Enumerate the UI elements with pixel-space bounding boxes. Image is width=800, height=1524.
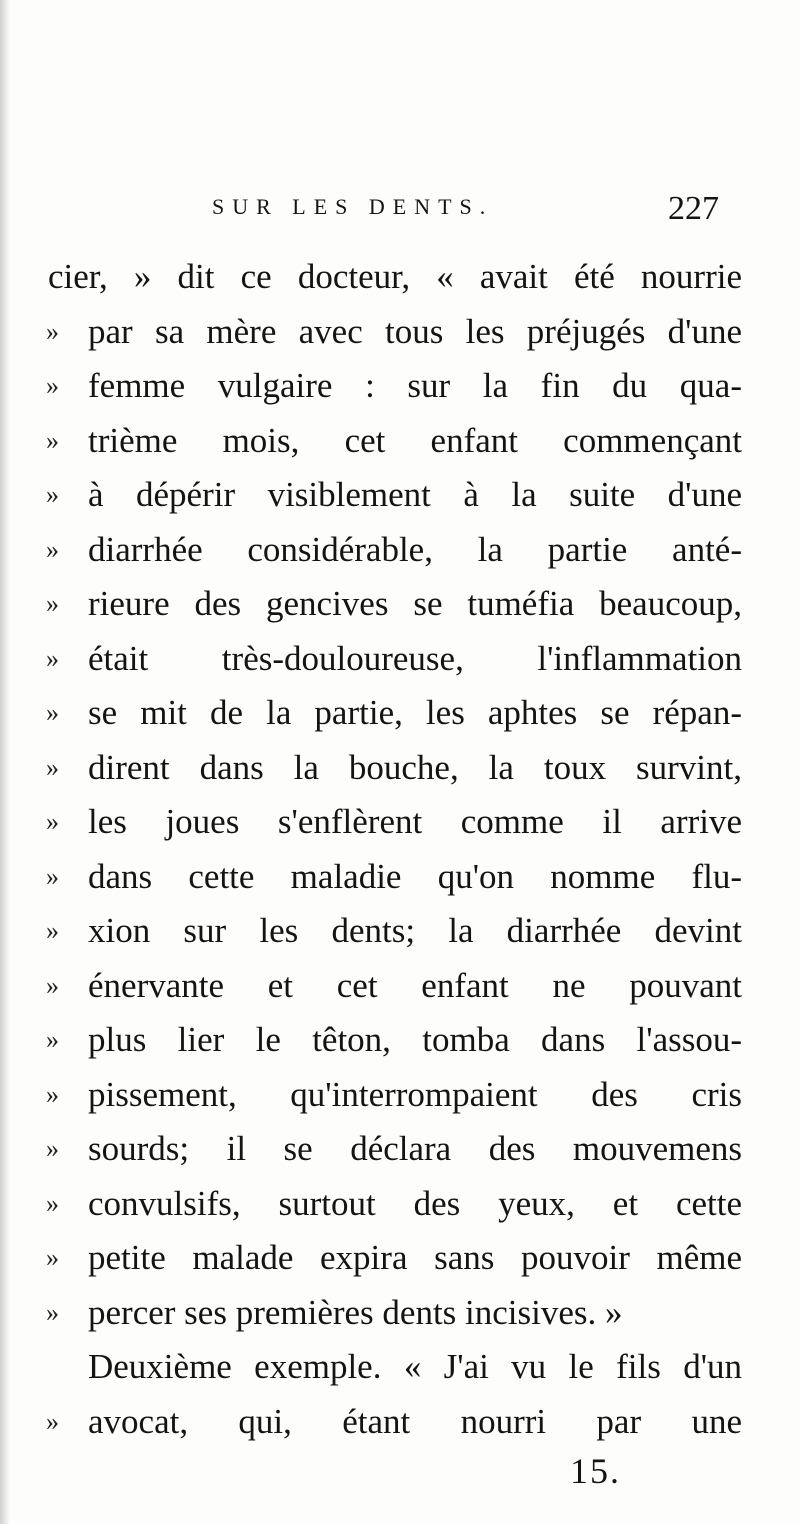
quote-mark: » xyxy=(46,534,59,564)
line-text: sourds; il se déclara des mouvemens xyxy=(88,1129,742,1168)
text-line xyxy=(0,1340,800,1395)
quote-mark: » xyxy=(46,970,59,1000)
line-text: dirent dans la bouche, la toux survint, xyxy=(88,747,742,787)
text-line xyxy=(0,1068,800,1123)
text-line xyxy=(0,850,800,905)
quote-mark: » xyxy=(46,698,59,727)
text-line xyxy=(0,305,800,360)
text-line xyxy=(0,468,800,523)
quote-mark: » xyxy=(46,861,59,891)
text-line xyxy=(0,523,800,578)
line-text: trième mois, cet enfant commençant xyxy=(88,420,742,460)
text-line xyxy=(0,250,800,305)
line-text: à dépérir visiblement à la suite d'une xyxy=(88,475,742,514)
line-text: plus lier le têton, tomba dans l'assou- xyxy=(88,1020,742,1059)
line-text: convulsifs, surtout des yeux, et cette xyxy=(88,1183,742,1223)
quote-mark: » xyxy=(46,1025,59,1054)
text-line xyxy=(0,1177,800,1232)
line-text: par sa mère avec tous les préjugés d'une xyxy=(88,311,742,351)
running-head xyxy=(0,190,800,240)
text-line xyxy=(0,1231,800,1286)
quote-mark: » xyxy=(46,371,59,400)
line-text: diarrhée considérable, la partie anté- xyxy=(88,529,742,569)
text-line xyxy=(0,1013,800,1068)
text-line xyxy=(0,795,800,850)
line-text: femme vulgaire : sur la fin du qua- xyxy=(88,366,742,405)
line-text: énervante et cet enfant ne pouvant xyxy=(88,965,742,1005)
text-line xyxy=(0,1395,800,1450)
text-line xyxy=(0,686,800,741)
text-line xyxy=(0,741,800,796)
line-text: Deuxième exemple. « J'ai vu le fils d'un xyxy=(88,1347,742,1386)
text-line xyxy=(0,414,800,469)
quote-mark: » xyxy=(46,1297,59,1327)
quote-mark: » xyxy=(46,752,59,782)
quote-mark: » xyxy=(46,1188,59,1218)
line-text: percer ses premières dents incisives. » xyxy=(88,1292,623,1332)
line-text: dans cette maladie qu'on nomme flu- xyxy=(88,856,742,896)
text-line xyxy=(0,359,800,414)
text-line xyxy=(0,959,800,1014)
running-title: SUR LES DENTS. xyxy=(212,194,494,219)
line-text: rieure des gencives se tuméfia beaucoup, xyxy=(88,584,742,623)
line-text: cier, » dit ce docteur, « avait été nourrie xyxy=(48,257,742,296)
line-text: était très-douloureuse, l'inflammation xyxy=(88,638,742,678)
line-text: pissement, qu'interrompaient des cris xyxy=(88,1074,742,1114)
quote-mark: » xyxy=(46,316,59,346)
quote-mark: » xyxy=(46,425,59,455)
line-text: les joues s'enflèrent comme il arrive xyxy=(88,802,742,841)
line-text: avocat, qui, étant nourri par une xyxy=(88,1401,742,1441)
text-line xyxy=(0,577,800,632)
quote-mark: » xyxy=(46,643,59,673)
text-line xyxy=(0,1286,800,1341)
quote-mark: » xyxy=(46,807,59,836)
text-line xyxy=(0,904,800,959)
quote-mark: » xyxy=(46,916,59,945)
quote-mark: » xyxy=(46,1134,59,1163)
line-text: xion sur les dents; la diarrhée devint xyxy=(88,911,742,950)
quote-mark: » xyxy=(46,1079,59,1109)
line-text: petite malade expira sans pouvoir même xyxy=(88,1238,742,1277)
quote-mark: » xyxy=(46,1406,59,1436)
quote-mark: » xyxy=(46,1243,59,1272)
text-line xyxy=(0,1122,800,1177)
quote-mark: » xyxy=(46,589,59,618)
line-text: se mit de la partie, les aphtes se répan- xyxy=(88,693,742,732)
body-text xyxy=(0,250,800,1449)
signature-mark: 15. xyxy=(570,1451,621,1491)
page-number: 227 xyxy=(668,190,719,227)
text-line xyxy=(0,632,800,687)
quote-mark: » xyxy=(46,480,59,509)
